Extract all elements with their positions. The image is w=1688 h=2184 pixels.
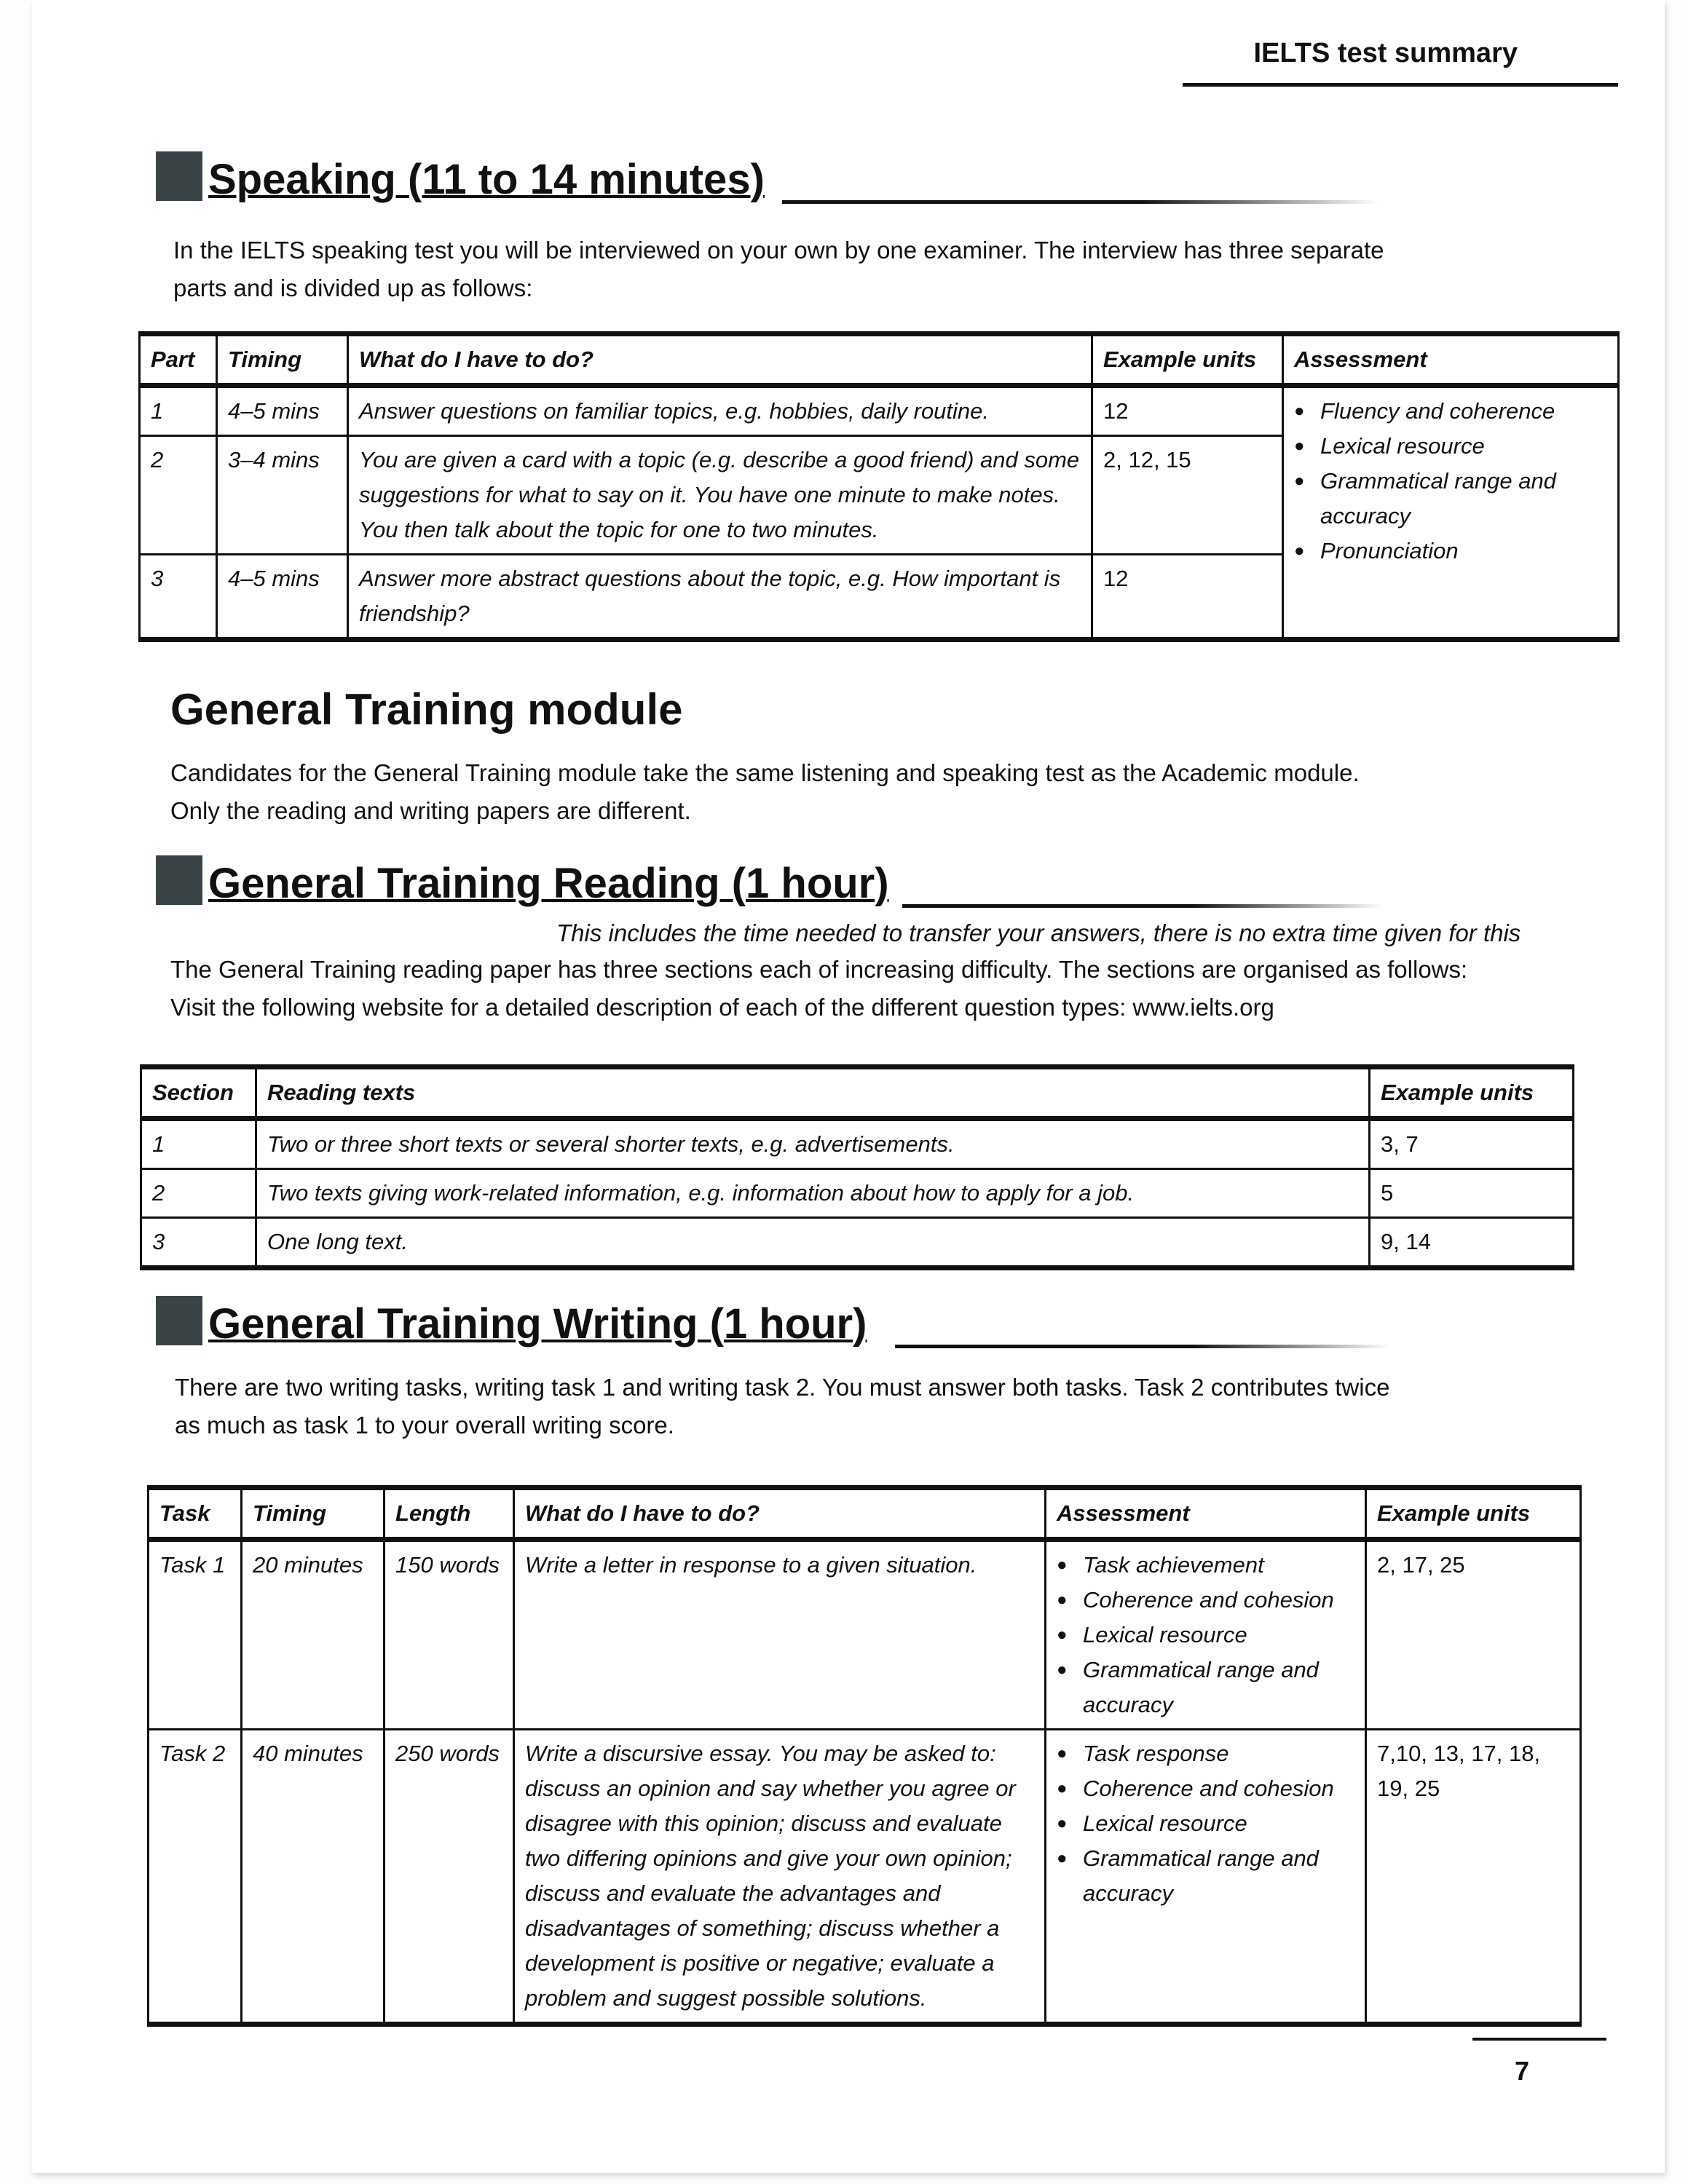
assessment-list bbox=[1057, 1736, 1354, 1911]
running-header-title: IELTS test summary bbox=[1253, 38, 1518, 68]
heading-square-icon bbox=[156, 151, 202, 201]
cell-units: 2, 17, 25 bbox=[1366, 1540, 1581, 1730]
cell-section: 1 bbox=[141, 1119, 256, 1169]
cell-task: Answer questions on familiar topics, e.g. hobbies, daily routine. bbox=[348, 386, 1092, 436]
list-item: ● Pronunciation bbox=[1294, 534, 1607, 569]
table-row bbox=[149, 1540, 1581, 1730]
col-header-section: Section bbox=[141, 1067, 256, 1119]
assessment-list bbox=[1057, 1548, 1354, 1722]
cell-units: 7,10, 13, 17, 18, 19, 25 bbox=[1366, 1730, 1581, 2025]
speaking-intro bbox=[173, 232, 1384, 307]
list-item: ● Coherence and cohesion bbox=[1057, 1583, 1354, 1618]
writing-heading bbox=[156, 1296, 867, 1348]
list-item: ● Task response bbox=[1057, 1736, 1354, 1771]
cell-timing: 3–4 mins bbox=[217, 436, 348, 555]
cell-units: 9, 14 bbox=[1370, 1218, 1574, 1268]
cell-assessment bbox=[1046, 1540, 1366, 1730]
general-training-heading: General Training module bbox=[170, 685, 683, 734]
speaking-heading-text: Speaking (11 to 14 minutes) bbox=[208, 156, 765, 203]
page-number: 7 bbox=[1514, 2056, 1529, 2086]
col-header-timing: Timing bbox=[217, 334, 348, 386]
cell-texts: Two or three short texts or several shorter texts, e.g. advertisements. bbox=[256, 1119, 1370, 1169]
col-header-units: Example units bbox=[1366, 1488, 1581, 1540]
cell-assessment bbox=[1283, 386, 1619, 640]
cell-part: 1 bbox=[140, 386, 217, 436]
reading-intro bbox=[170, 951, 1467, 1026]
cell-task: You are given a card with a topic (e.g. describe a good friend) and some suggestions for what to say on it. You have one minute to make notes. You then talk about the topic for one to two minutes. bbox=[348, 436, 1092, 555]
writing-heading-text: General Training Writing (1 hour) bbox=[208, 1300, 867, 1348]
cell-units: 3, 7 bbox=[1370, 1119, 1574, 1169]
list-item: ● Lexical resource bbox=[1057, 1618, 1354, 1653]
col-header-units: Example units bbox=[1370, 1067, 1574, 1119]
list-item: ● Grammatical range and accuracy bbox=[1057, 1841, 1354, 1911]
cell-length: 150 words bbox=[384, 1540, 514, 1730]
cell-units: 2, 12, 15 bbox=[1092, 436, 1283, 555]
cell-todo: Write a letter in response to a given situation. bbox=[514, 1540, 1046, 1730]
general-training-intro bbox=[170, 754, 1360, 830]
footer-rule bbox=[1472, 2038, 1606, 2041]
table-header-row bbox=[149, 1488, 1581, 1540]
speaking-intro-line-2: parts and is divided up as follows: bbox=[173, 274, 533, 301]
cell-assessment bbox=[1046, 1730, 1366, 2025]
speaking-heading-rule bbox=[782, 200, 1379, 204]
reading-intro-line-1: The General Training reading paper has three sections each of increasing difficulty. The sections are organised as follows: bbox=[170, 956, 1468, 983]
col-header-length: Length bbox=[384, 1488, 514, 1540]
writing-table bbox=[147, 1485, 1582, 2027]
list-item: ● Task achievement bbox=[1057, 1548, 1354, 1583]
gt-intro-line-2: Only the reading and writing papers are different. bbox=[170, 797, 691, 824]
list-item: ● Grammatical range and accuracy bbox=[1294, 464, 1607, 534]
cell-part: 2 bbox=[140, 436, 217, 555]
col-header-timing: Timing bbox=[242, 1488, 384, 1540]
heading-square-icon bbox=[156, 1296, 202, 1345]
col-header-todo: What do I have to do? bbox=[514, 1488, 1046, 1540]
table-row bbox=[141, 1119, 1574, 1169]
cell-section: 3 bbox=[141, 1218, 256, 1268]
reading-heading-text: General Training Reading (1 hour) bbox=[208, 860, 889, 907]
cell-timing: 40 minutes bbox=[242, 1730, 384, 2025]
col-header-assessment: Assessment bbox=[1046, 1488, 1366, 1540]
col-header-part: Part bbox=[140, 334, 217, 386]
reading-table bbox=[140, 1064, 1574, 1270]
col-header-units: Example units bbox=[1092, 334, 1283, 386]
reading-note: This includes the time needed to transfer your answers, there is no extra time given for this bbox=[556, 919, 1521, 946]
cell-length: 250 words bbox=[384, 1730, 514, 2025]
writing-intro-line-2: as much as task 1 to your overall writing score. bbox=[175, 1412, 674, 1439]
cell-timing: 20 minutes bbox=[242, 1540, 384, 1730]
col-header-task: What do I have to do? bbox=[348, 334, 1092, 386]
header-rule bbox=[1183, 83, 1618, 87]
reading-heading bbox=[156, 855, 889, 905]
list-item: ● Lexical resource bbox=[1294, 429, 1607, 464]
document-page bbox=[32, 0, 1665, 2173]
table-header-row bbox=[141, 1067, 1574, 1119]
gt-intro-line-1: Candidates for the General Training module take the same listening and speaking test as the Academic module. bbox=[170, 759, 1360, 786]
cell-part: 3 bbox=[140, 555, 217, 640]
assessment-list bbox=[1294, 394, 1607, 569]
cell-units: 12 bbox=[1092, 386, 1283, 436]
speaking-heading bbox=[156, 151, 765, 201]
list-item: ● Lexical resource bbox=[1057, 1806, 1354, 1841]
cell-texts: Two texts giving work-related information, e.g. information about how to apply for a job. bbox=[256, 1169, 1370, 1218]
cell-todo: Write a discursive essay. You may be asked to: discuss an opinion and say whether you agree or disagree with this opinion; discuss and evaluate two differing opinions and give your own opinion; discuss and evaluate the advantages and disadvantages of something; discuss whether a development is positive or negative; evaluate a problem and suggest possible solutions. bbox=[514, 1730, 1046, 2025]
cell-section: 2 bbox=[141, 1169, 256, 1218]
cell-task: Task 2 bbox=[149, 1730, 242, 2025]
cell-timing: 4–5 mins bbox=[217, 555, 348, 640]
writing-intro-line-1: There are two writing tasks, writing task 1 and writing task 2. You must answer both tasks. Task 2 contributes twice bbox=[175, 1374, 1390, 1401]
table-row bbox=[149, 1730, 1581, 2025]
list-item: ● Grammatical range and accuracy bbox=[1057, 1653, 1354, 1722]
table-row bbox=[140, 386, 1619, 436]
col-header-assessment: Assessment bbox=[1283, 334, 1619, 386]
cell-task: Task 1 bbox=[149, 1540, 242, 1730]
cell-units: 5 bbox=[1370, 1169, 1574, 1218]
speaking-intro-line-1: In the IELTS speaking test you will be interviewed on your own by one examiner. The interview has three separate bbox=[173, 237, 1384, 264]
reading-heading-rule bbox=[902, 904, 1383, 908]
col-header-reading-texts: Reading texts bbox=[256, 1067, 1370, 1119]
table-row bbox=[141, 1218, 1574, 1268]
cell-task: Answer more abstract questions about the topic, e.g. How important is friendship? bbox=[348, 555, 1092, 640]
heading-square-icon bbox=[156, 855, 202, 905]
cell-units: 12 bbox=[1092, 555, 1283, 640]
list-item: ● Coherence and cohesion bbox=[1057, 1771, 1354, 1806]
writing-heading-rule bbox=[895, 1345, 1390, 1348]
reading-intro-line-2: Visit the following website for a detailed description of each of the different question types: www.ielts.org bbox=[170, 994, 1274, 1021]
table-header-row bbox=[140, 334, 1619, 386]
col-header-task: Task bbox=[149, 1488, 242, 1540]
table-row bbox=[141, 1169, 1574, 1218]
cell-timing: 4–5 mins bbox=[217, 386, 348, 436]
writing-intro bbox=[175, 1369, 1389, 1444]
cell-texts: One long text. bbox=[256, 1218, 1370, 1268]
list-item: ● Fluency and coherence bbox=[1294, 394, 1607, 429]
speaking-table bbox=[138, 331, 1620, 642]
